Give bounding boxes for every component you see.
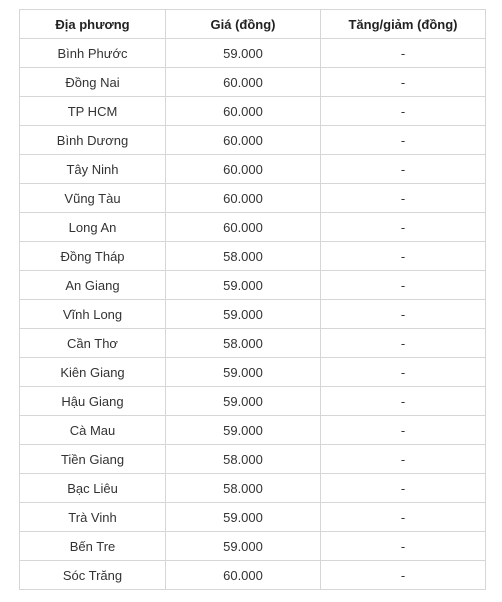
table-row <box>20 445 486 474</box>
cell-region: Đồng Tháp <box>20 242 166 271</box>
cell-price: 59.000 <box>166 532 321 561</box>
cell-region: Long An <box>20 213 166 242</box>
table-row <box>20 184 486 213</box>
cell-price: 59.000 <box>166 416 321 445</box>
cell-region: Cần Thơ <box>20 329 166 358</box>
cell-price: 59.000 <box>166 300 321 329</box>
cell-region: Kiên Giang <box>20 358 166 387</box>
table-row <box>20 300 486 329</box>
cell-price: 60.000 <box>166 184 321 213</box>
cell-price: 60.000 <box>166 561 321 590</box>
cell-price: 60.000 <box>166 68 321 97</box>
table-header-row <box>20 10 486 39</box>
cell-price: 59.000 <box>166 39 321 68</box>
cell-change: - <box>321 561 486 590</box>
cell-price: 59.000 <box>166 358 321 387</box>
table-row <box>20 155 486 184</box>
cell-price: 58.000 <box>166 474 321 503</box>
cell-region: Bình Dương <box>20 126 166 155</box>
cell-region: An Giang <box>20 271 166 300</box>
cell-price: 60.000 <box>166 155 321 184</box>
table-body <box>20 39 486 590</box>
table-row <box>20 213 486 242</box>
cell-change: - <box>321 416 486 445</box>
cell-region: Trà Vinh <box>20 503 166 532</box>
cell-change: - <box>321 387 486 416</box>
table-row <box>20 329 486 358</box>
cell-change: - <box>321 155 486 184</box>
table-row <box>20 416 486 445</box>
cell-change: - <box>321 474 486 503</box>
cell-price: 60.000 <box>166 213 321 242</box>
table-row <box>20 503 486 532</box>
table-row <box>20 387 486 416</box>
cell-region: TP HCM <box>20 97 166 126</box>
cell-change: - <box>321 300 486 329</box>
cell-change: - <box>321 358 486 387</box>
table-row <box>20 358 486 387</box>
cell-price: 59.000 <box>166 271 321 300</box>
header-change: Tăng/giảm (đồng) <box>321 10 486 39</box>
cell-price: 58.000 <box>166 329 321 358</box>
cell-change: - <box>321 242 486 271</box>
table-row <box>20 532 486 561</box>
cell-price: 58.000 <box>166 242 321 271</box>
cell-region: Tây Ninh <box>20 155 166 184</box>
cell-change: - <box>321 503 486 532</box>
cell-change: - <box>321 329 486 358</box>
cell-change: - <box>321 126 486 155</box>
price-table <box>19 9 486 590</box>
cell-change: - <box>321 213 486 242</box>
cell-price: 60.000 <box>166 97 321 126</box>
cell-region: Bạc Liêu <box>20 474 166 503</box>
cell-price: 59.000 <box>166 503 321 532</box>
cell-region: Cà Mau <box>20 416 166 445</box>
cell-price: 60.000 <box>166 126 321 155</box>
cell-region: Vĩnh Long <box>20 300 166 329</box>
table-row <box>20 97 486 126</box>
table-row <box>20 561 486 590</box>
cell-region: Vũng Tàu <box>20 184 166 213</box>
table-row <box>20 126 486 155</box>
table-row <box>20 242 486 271</box>
cell-change: - <box>321 532 486 561</box>
cell-price: 59.000 <box>166 387 321 416</box>
header-region: Địa phương <box>20 10 166 39</box>
cell-region: Hậu Giang <box>20 387 166 416</box>
cell-change: - <box>321 184 486 213</box>
table-row <box>20 68 486 97</box>
cell-change: - <box>321 39 486 68</box>
cell-region: Sóc Trăng <box>20 561 166 590</box>
table-row <box>20 474 486 503</box>
cell-price: 58.000 <box>166 445 321 474</box>
price-table-container <box>19 9 485 590</box>
cell-region: Tiền Giang <box>20 445 166 474</box>
header-price: Giá (đồng) <box>166 10 321 39</box>
cell-region: Bến Tre <box>20 532 166 561</box>
cell-change: - <box>321 97 486 126</box>
cell-change: - <box>321 68 486 97</box>
cell-change: - <box>321 271 486 300</box>
table-row <box>20 39 486 68</box>
cell-region: Đồng Nai <box>20 68 166 97</box>
cell-change: - <box>321 445 486 474</box>
table-row <box>20 271 486 300</box>
cell-region: Bình Phước <box>20 39 166 68</box>
